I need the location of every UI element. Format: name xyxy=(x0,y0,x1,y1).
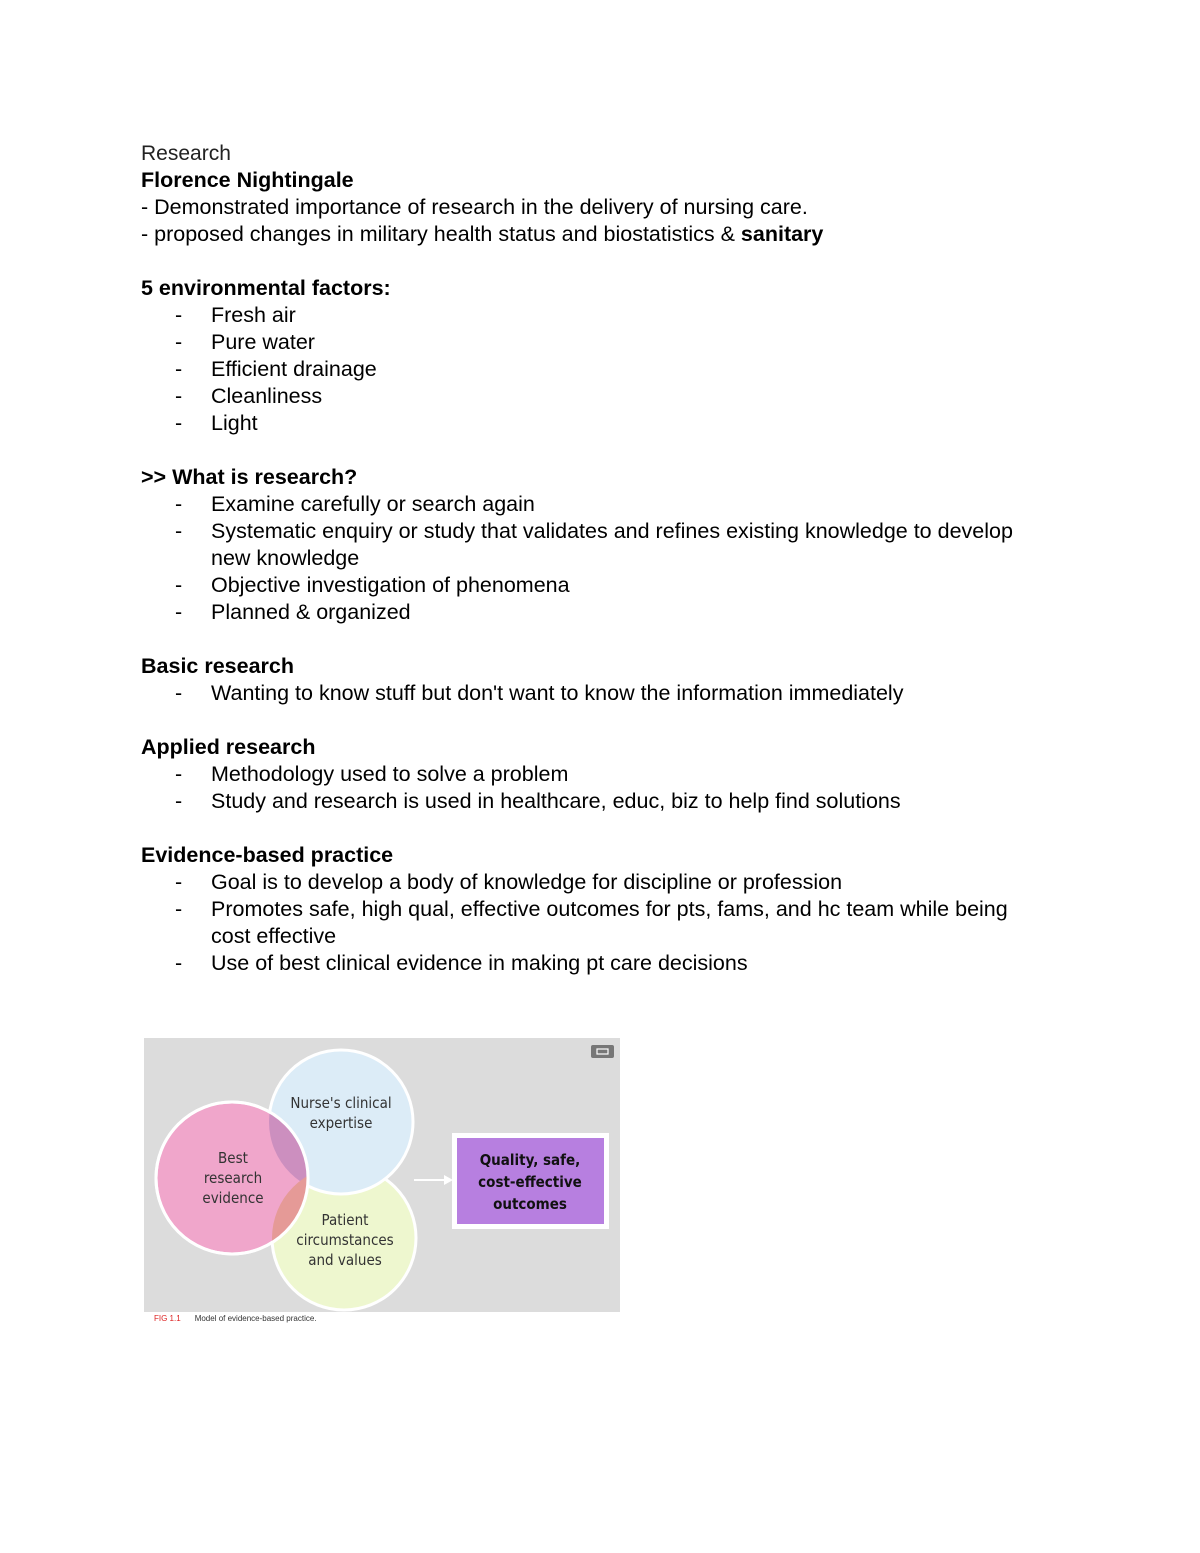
ebp-list-item-text: Promotes safe, high qual, effective outcomes for pts, fams, and hc team while being cost effective xyxy=(211,897,1008,948)
figure-corner-icon xyxy=(591,1045,614,1058)
what-is-research-list-item xyxy=(141,491,1041,518)
dash-bullet: - xyxy=(175,897,183,921)
florence-line-2-bold: sanitary xyxy=(740,222,824,246)
document-page xyxy=(141,140,1041,977)
ebp-list-item-text: Goal is to develop a body of knowledge for discipline or profession xyxy=(211,870,843,894)
what-is-research-list-item-text: Examine carefully or search again xyxy=(211,492,535,516)
environmental-list-item xyxy=(141,302,1041,329)
environmental-list-item xyxy=(141,410,1041,437)
applied-research-list-item xyxy=(141,788,1041,815)
basic-research-list-item-text: Wanting to know stuff but don't want to know the information immediately xyxy=(211,681,904,705)
applied-research-list-item-text: Methodology used to solve a problem xyxy=(211,762,569,786)
dash-bullet: - xyxy=(175,330,183,354)
florence-line-2-text: - proposed changes in military health status and biostatistics & xyxy=(141,222,741,246)
environmental-list-item-text: Pure water xyxy=(211,330,315,354)
dash-bullet: - xyxy=(175,303,183,327)
dash-bullet: - xyxy=(175,519,183,543)
applied-research-list-item-text: Study and research is used in healthcare, educ, biz to help find solutions xyxy=(211,789,901,813)
figure-caption-text: Model of evidence-based practice. xyxy=(194,1314,317,1323)
ebp-list-item xyxy=(141,869,1041,896)
environmental-list-item xyxy=(141,383,1041,410)
dash-bullet: - xyxy=(175,411,183,435)
florence-line-2 xyxy=(141,221,1041,248)
dash-bullet: - xyxy=(175,681,183,705)
dash-bullet: - xyxy=(175,600,183,624)
ebp-list-item xyxy=(141,950,1041,977)
what-is-research-list xyxy=(141,491,1041,626)
ebp-list-item-text: Use of best clinical evidence in making pt care decisions xyxy=(211,951,748,975)
what-is-research-list-item-text: Objective investigation of phenomena xyxy=(211,573,570,597)
ebp-heading: Evidence-based practice xyxy=(141,843,394,867)
dash-bullet: - xyxy=(175,762,183,786)
research-label-3: evidence xyxy=(202,1189,264,1207)
dash-bullet: - xyxy=(175,573,183,597)
patient-label-1: Patient xyxy=(321,1211,369,1229)
figure-caption-number: FIG 1.1 xyxy=(154,1314,181,1323)
research-label-2: research xyxy=(203,1169,263,1187)
ebp-list-item xyxy=(141,896,1041,950)
dash-bullet: - xyxy=(175,951,183,975)
environmental-list-item-text: Cleanliness xyxy=(211,384,323,408)
applied-research-list xyxy=(141,761,1041,815)
patient-label-2: circumstances xyxy=(296,1231,394,1249)
outcome-label-1: Quality, safe, xyxy=(479,1151,581,1169)
environmental-list-item xyxy=(141,329,1041,356)
environmental-list-item xyxy=(141,356,1041,383)
environmental-list-item-text: Efficient drainage xyxy=(211,357,377,381)
environmental-heading: 5 environmental factors: xyxy=(141,276,391,300)
outcome-label-2: cost-effective xyxy=(478,1173,582,1191)
environmental-list xyxy=(141,302,1041,437)
what-is-research-list-item xyxy=(141,518,1041,572)
basic-research-list xyxy=(141,680,1041,707)
dash-bullet: - xyxy=(175,789,183,813)
florence-line-1: - Demonstrated importance of research in the delivery of nursing care. xyxy=(141,195,808,219)
dash-bullet: - xyxy=(175,357,183,381)
nurse-label-1: Nurse's clinical xyxy=(290,1094,392,1112)
ebp-venn-figure xyxy=(144,1038,620,1312)
florence-heading: Florence Nightingale xyxy=(141,168,354,192)
ebp-list xyxy=(141,869,1041,977)
nurse-label-2: expertise xyxy=(309,1114,373,1132)
what-is-research-list-item xyxy=(141,572,1041,599)
outcome-arrowhead xyxy=(444,1175,453,1185)
basic-research-heading: Basic research xyxy=(141,654,294,678)
what-is-research-list-item xyxy=(141,599,1041,626)
basic-research-list-item xyxy=(141,680,1041,707)
applied-research-list-item xyxy=(141,761,1041,788)
figure-caption xyxy=(154,1314,317,1324)
document-title: Research xyxy=(141,142,231,165)
outcome-label-3: outcomes xyxy=(493,1195,567,1213)
what-is-research-list-item-text: Planned & organized xyxy=(211,600,411,624)
environmental-list-item-text: Light xyxy=(211,411,258,435)
dash-bullet: - xyxy=(175,870,183,894)
what-is-research-list-item-text: Systematic enquiry or study that validates and refines existing knowledge to develop new knowledge xyxy=(211,519,1013,570)
patient-label-3: and values xyxy=(308,1251,382,1269)
dash-bullet: - xyxy=(175,384,183,408)
dash-bullet: - xyxy=(175,492,183,516)
what-is-research-heading: >> What is research? xyxy=(141,465,358,489)
environmental-list-item-text: Fresh air xyxy=(211,303,296,327)
research-label-1: Best xyxy=(218,1149,248,1167)
applied-research-heading: Applied research xyxy=(141,735,316,759)
venn-diagram xyxy=(144,1038,620,1312)
